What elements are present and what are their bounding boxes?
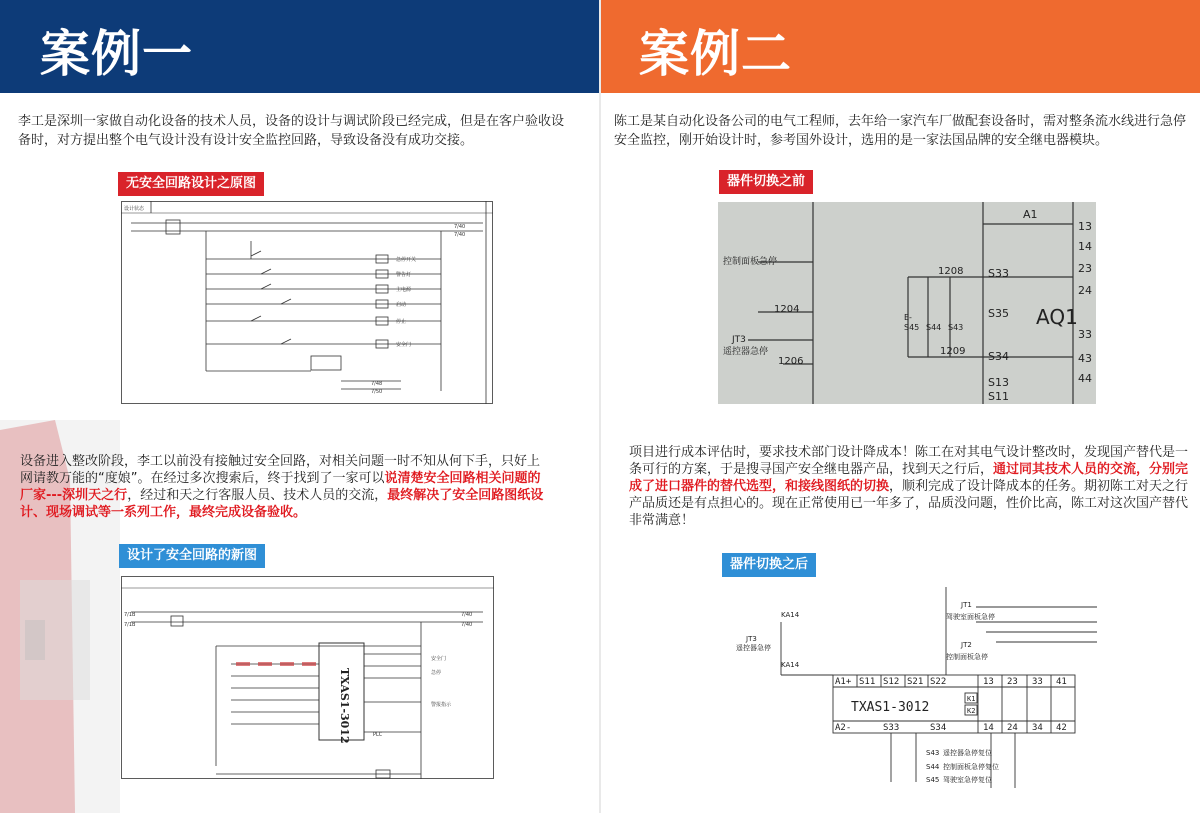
svg-text:S45: S45 [904,323,920,332]
svg-text:启动: 启动 [396,302,407,308]
case2-header [601,0,1200,93]
svg-text:S13: S13 [988,376,1009,389]
svg-text:JT2: JT2 [961,641,972,649]
svg-text:1209: 1209 [940,346,966,357]
svg-text:S45: S45 [926,776,940,784]
svg-text:7/40: 7/40 [454,224,466,230]
svg-text:S35: S35 [988,307,1009,320]
case2-intro: 陈工是某自动化设备公司的电气工程师，去年给一家汽车厂做配套设备时，需对整条流水线进行急停安全监控，刚开始设计时，参考国外设计，选用的是一家法国品牌的安全继电器模块。 [614,114,1187,148]
svg-text:S11: S11 [988,390,1009,403]
case1-body-a: 设备进入整改阶段，李工以前没有接触过安全回路，对相关问题一时不知从何下手，只好上网请教万能的“度娘”。在经过多次搜索后，终于找到了一家可以 [20,454,541,486]
svg-text:S43: S43 [948,323,964,332]
case1-fig2-chip: TXAS1-3012 [338,668,351,744]
svg-text:S43: S43 [926,749,940,757]
svg-text:7/50: 7/50 [371,389,383,395]
svg-text:S44: S44 [926,763,940,771]
svg-text:S34: S34 [988,350,1009,363]
svg-text:7/40: 7/40 [454,232,466,238]
case1-header [0,0,599,93]
svg-text:主电源: 主电源 [396,287,412,293]
svg-text:KA14: KA14 [781,661,800,669]
svg-text:24: 24 [1007,723,1018,733]
svg-text:PLC: PLC [373,732,383,738]
case1-original-schematic [121,201,493,404]
case2-before-photo [718,202,1096,404]
svg-text:KA14: KA14 [781,611,800,619]
svg-text:13: 13 [983,677,994,687]
svg-text:JT3: JT3 [746,635,757,643]
svg-text:S22: S22 [930,677,947,687]
svg-text:7/1B: 7/1B [124,612,136,618]
case1-body-highlight2: 最终解决了安全回路图纸设计、现场调试等一系列工作，最终完成设备验收。 [20,488,544,520]
case2-body-b: ，顺利完成了设计降成本的任务。期初陈工对天之行产品质还是有点担心的。现在正常使用已一年多了，品质没问题，性价比高，陈工对这次国产替代非常满意！ [629,479,1189,528]
svg-text:安全门: 安全门 [431,656,447,662]
svg-text:23: 23 [1078,262,1092,275]
svg-text:JT1: JT1 [961,601,972,609]
svg-text:24: 24 [1078,284,1092,297]
svg-text:43: 43 [1078,352,1092,365]
case2-fig2-chip: TXAS1-3012 [851,700,930,715]
case2-title: 案例二 [639,25,792,83]
svg-text:34: 34 [1032,723,1043,733]
svg-text:S34: S34 [930,723,947,733]
svg-text:E-: E- [904,313,912,322]
svg-text:控制面板急停: 控制面板急停 [946,653,988,661]
svg-text:S44: S44 [926,323,942,332]
svg-text:41: 41 [1056,677,1067,687]
svg-text:警告灯: 警告灯 [396,272,412,278]
svg-text:S12: S12 [883,677,900,687]
svg-text:警报指示: 警报指示 [431,702,452,708]
svg-text:7/1B: 7/1B [124,622,136,628]
svg-text:13: 13 [1078,220,1092,233]
svg-text:33: 33 [1078,328,1092,341]
case1-title: 案例一 [40,25,193,83]
svg-text:JT3: JT3 [732,335,746,345]
svg-text:1208: 1208 [938,266,964,277]
case1-body-highlight1: 说清楚安全回路相关问题的厂家---深圳天之行 [20,471,541,503]
svg-text:急停: 急停 [431,670,442,676]
svg-text:K1: K1 [967,695,976,703]
case1-fig1-label: 无安全回路设计之原图 [118,172,264,196]
svg-text:42: 42 [1056,723,1067,733]
case2-fig1-a1: A1 [1023,208,1038,221]
svg-text:14: 14 [983,723,994,733]
case2-body-a: 项目进行成本评估时，要求技术部门设计降成本！陈工在对其电气设计整改时，发现国产替代是一条可行的方案，于是搜寻国产安全继电器产品，找到天之行后， [629,445,1189,477]
svg-text:23: 23 [1007,677,1018,687]
svg-text:设计状态: 设计状态 [124,206,145,212]
case2-body-highlight: 通过同其技术人员的交流，分别完成了进口器件的替代选型，和接线图纸的切换 [629,462,1189,494]
svg-text:1204: 1204 [774,304,800,315]
svg-text:S33: S33 [988,267,1009,280]
svg-text:遥控器急停: 遥控器急停 [736,644,771,652]
svg-text:44: 44 [1078,372,1092,385]
case2-after-schematic [721,587,1097,788]
case1-intro: 李工是深圳一家做自动化设备的技术人员，设备的设计与调试阶段已经完成，但是在客户验收设备时，对方提出整个电气设计没有设计安全监控回路，导致设备没有成功交接。 [18,114,565,148]
svg-text:S11: S11 [859,677,876,687]
svg-text:A1+: A1+ [835,677,852,687]
case1-body [20,453,550,521]
svg-text:7/48: 7/48 [371,381,383,387]
case2-fig1-label: 器件切换之前 [719,170,813,194]
case1-fig2-label: 设计了安全回路的新图 [119,544,265,568]
svg-text:7/40: 7/40 [461,612,473,618]
case1-new-schematic [121,576,494,779]
case2-fig2-label: 器件切换之后 [722,553,816,577]
svg-text:控制面板急停: 控制面板急停 [723,257,778,267]
svg-text:7/40: 7/40 [461,622,473,628]
case2-fig1-module: AQ1 [1036,305,1078,329]
svg-text:K2: K2 [967,707,976,715]
svg-text:33: 33 [1032,677,1043,687]
svg-text:急停开关: 急停开关 [396,257,417,263]
svg-text:遥控器急停复位: 遥控器急停复位 [943,749,992,757]
case2-column [601,0,1200,813]
svg-text:S21: S21 [907,677,924,687]
case1-column [0,0,599,813]
svg-text:1206: 1206 [778,356,804,367]
svg-text:S33: S33 [883,723,900,733]
svg-text:安全门: 安全门 [396,342,412,348]
svg-text:14: 14 [1078,240,1092,253]
svg-text:A2-: A2- [835,723,852,733]
case1-body-b: ，经过和天之行客服人员、技术人员的交流， [127,488,388,503]
svg-text:控制面板急停复位: 控制面板急停复位 [943,763,999,771]
svg-text:驾驶室面板急停: 驾驶室面板急停 [946,613,995,621]
case2-body [629,444,1191,529]
svg-text:驾驶室急停复位: 驾驶室急停复位 [943,776,992,784]
svg-text:停止: 停止 [396,319,407,325]
svg-text:遥控器急停: 遥控器急停 [723,347,769,357]
